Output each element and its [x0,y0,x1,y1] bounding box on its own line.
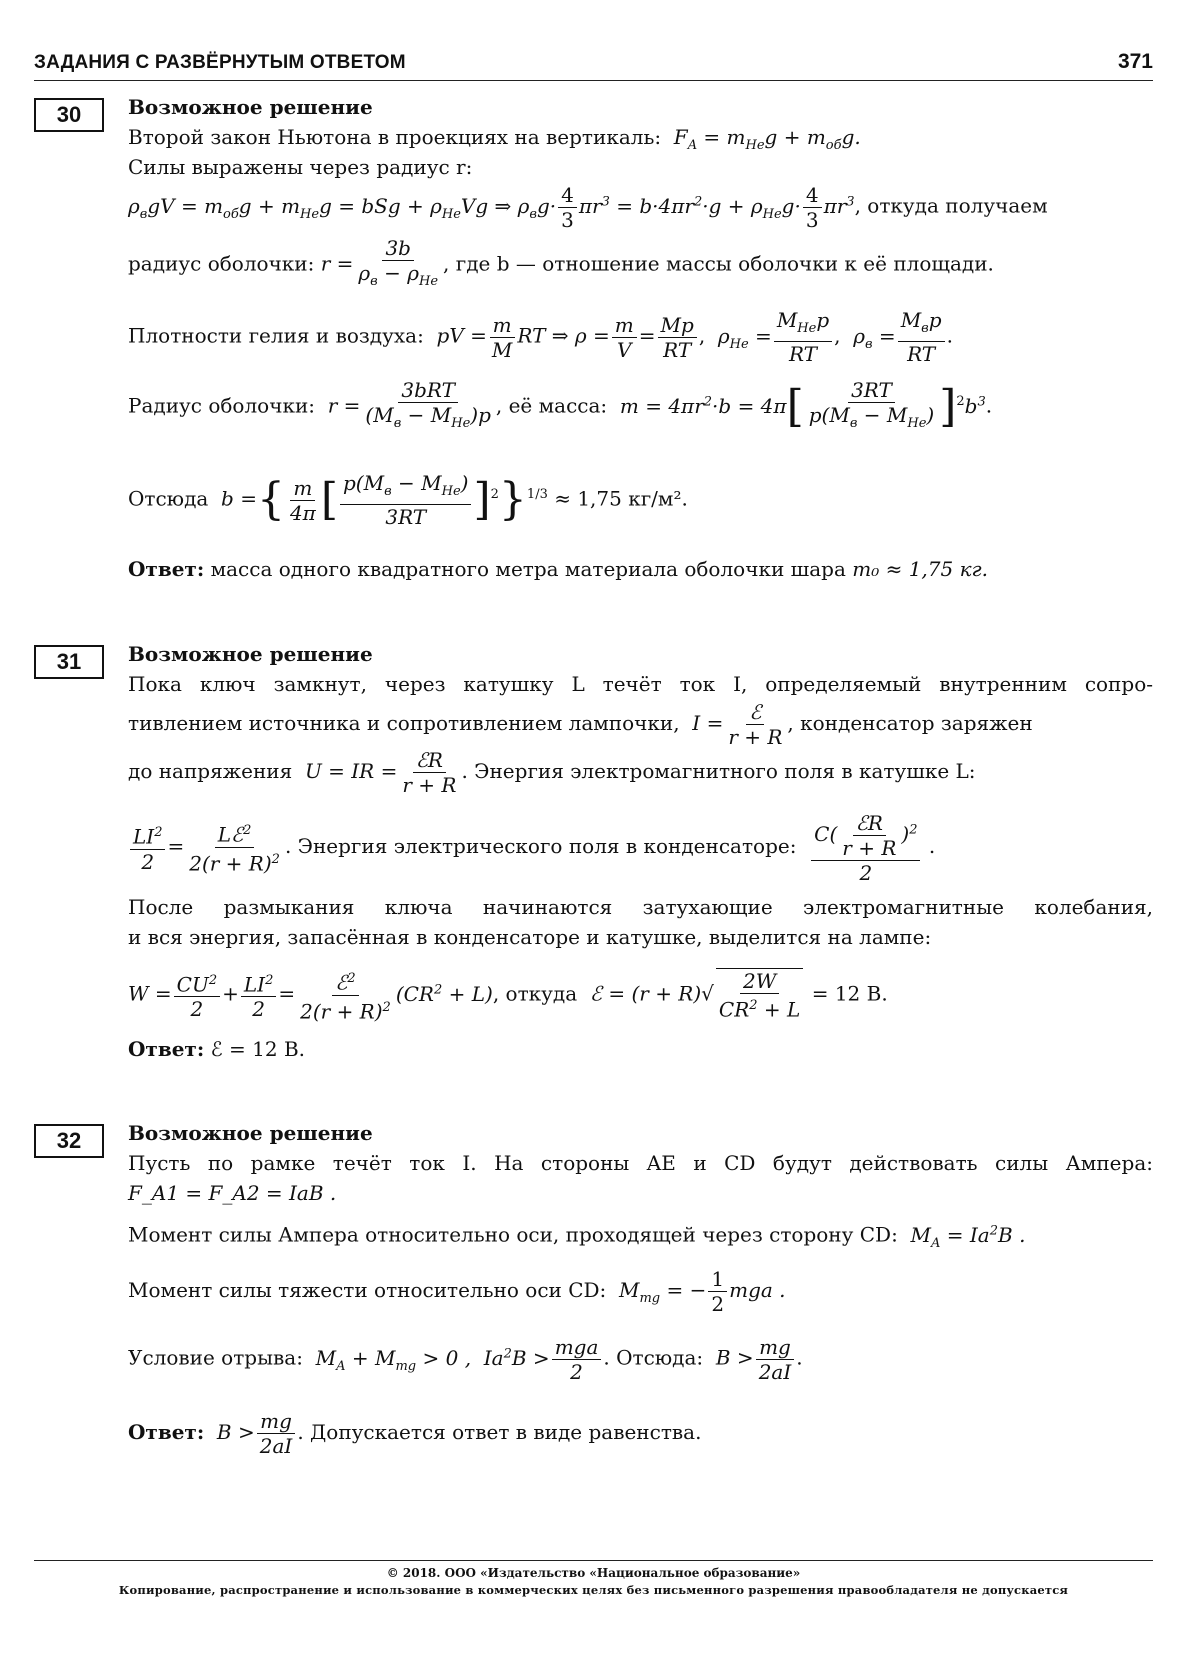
task-30-hence-line: Отсюда b ={ $\frac{m}{4\pi}$ [ $\frac{p(M_в - M_{He})}{3RT}$ ]$^2$}$^{1/3}$ ≈ 1,75 кг/м². [128,471,688,530]
task-30-hence-text: Отсюда [128,486,209,511]
task-31-answer-value: ℰ = 12 В. [210,1037,306,1061]
task-31-line-2: тивлением источника и сопротивлением лампочки, I = $\frac{\text{ℰ}}{r + R}$ , конденсатор заряжен [128,700,1033,749]
task-32-line-1: Пусть по рамке течёт ток I. На стороны AE и CD будут действовать силы Ампера: [128,1151,1153,1175]
task-30-radius2-line: Радиус оболочки: r = $\frac{\text{3bRT}}{(M_в - M_{He})p}$ , её масса: $m = 4\pi r^2\cdot b = 4\pi$[ $\frac{3RT}{p(M_в - M_{He})}$ ]$^2b^3$. [128,378,993,433]
task-32-line-5-mid: . Отсюда: [603,1345,704,1370]
task-30-answer [128,556,1153,582]
task-31-answer [128,1036,1153,1062]
task-30-answer-text: масса одного квадратного метра материала оболочки шара [210,557,846,581]
footer-rule [34,1560,1153,1561]
task-30-newton-formula: $F_A = m_{He}g + m_{об}g$. [667,125,861,153]
task-31-answer-label: Ответ: [128,1037,205,1061]
task-32-line-3-text: Момент силы Ампера относительно оси, проходящей через сторону CD: [128,1222,898,1247]
task-30-radius-prefix: радиус оболочки: [128,251,315,276]
task-32-heading: Возможное решение [128,1121,373,1145]
task-32-answer-tail: . Допускается ответ в виде равенства. [297,1420,702,1444]
task-31-line-3: до напряжения U = IR = $\frac{\text{ℰR}}{r + R}$ . Энергия электромагнитного поля в катушке L: [128,748,976,797]
task-31-result: = 12 В. [811,981,888,1006]
task-30-densities-line: Плотности гелия и воздуха: pV = $\frac{m}{M}$ RT ⇒ ρ = $\frac{m}{V}$ = $\frac{Mp}{RT}$ , $\rho_{He}$ = $\frac{M_{He}p}{RT}$ , $\rho_в$ = $\frac{M_вp}{RT}$ . [128,308,953,366]
task-31-whence: , откуда [492,981,578,1006]
task-32-line-5-text: Условие отрыва: [128,1345,303,1370]
header-rule [34,80,1153,81]
task-30-answer-label: Ответ: [128,557,205,581]
task-31-line-3-text: до напряжения [128,759,293,783]
task-30-number: 30 [34,98,104,132]
task-31-line-4: $\frac{LI^2}{2}$ = $\frac{Lℰ^2}{2(r + R)^2}$ . Энергия электрического поля в конденсаторе: C( $\frac{\text{ℰR}}{r + R}$ )$^2$ 2 . [128,800,1153,892]
task-30-radius2-text: Радиус оболочки: [128,393,316,418]
header-title: ЗАДАНИЯ С РАЗВЁРНУТЫМ ОТВЕТОМ [34,52,406,73]
task-32-line-2: F_A1 = F_A2 = IaB . [128,1181,337,1205]
task-30-newton-text: Второй закон Ньютона в проекциях на вертикаль: [128,125,662,149]
task-30-hence-result: ≈ 1,75 кг/м². [554,486,688,511]
task-31-number: 31 [34,645,104,679]
task-31-line-3-tail: . Энергия электромагнитного поля в катушке L: [461,759,976,783]
task-31-line-2-text: тивлением источника и сопротивлением лампочки, [128,711,680,735]
task-31-heading: Возможное решение [128,642,373,666]
task-30-equation: $\rho_вgV = m_{об}g + m_{He}g$ = bSg + $\rho_{He}Vg$ ⇒ $\rho_вg\cdot$ $\frac{4}{3}$ $\pi r^3 = b\cdot 4\pi r^2\cdot g + \rho_{He}g\cdot$ $\frac{4}{3}$ $\pi r^3$, откуда получаем [128,182,1048,232]
task-30-forces-line: Силы выражены через радиус r: [128,155,473,179]
task-30-radius-tail: , где b — отношение массы оболочки к её площади. [443,251,994,276]
task-31-line-2-tail: , конденсатор заряжен [787,711,1033,735]
task-32-answer-label: Ответ: [128,1420,205,1444]
task-32-line-5: Условие отрыва: $M_A + M_{mg} > 0$ , $Ia^2B$ > $\frac{\text{mga}}{2}$ . Отсюда: B > $\frac{mg}{2aI}$ . [128,1334,803,1384]
footer-notice: Копирование, распространение и использование в коммерческих целях без письменного разрешения правообладателя не допускается [118,1583,1069,1597]
task-30-mass-text: , её масса: [495,393,608,418]
task-30-densities-text: Плотности гелия и воздуха: [128,323,424,348]
task-31-line-1: Пока ключ замкнут, через катушку L течёт ток I, определяемый внутренним сопро- [128,672,1153,696]
task-31-line-6: и вся энергия, запасённая в конденсаторе и катушке, выделится на лампе: [128,925,932,949]
task-32-line-4: Момент силы тяжести относительно оси CD: $M_{mg}$ = − $\frac{1}{2}$ mga . [128,1267,786,1316]
footer-copyright: © 2018. ООО «Издательство «Национальное образование» [386,1566,801,1580]
page-number: 371 [1117,50,1153,73]
task-31-line-4-text: . Энергия электрического поля в конденсаторе: [284,834,797,858]
task-30-answer-value: m₀ ≈ 1,75 кг. [852,557,988,581]
task-31-energy-line: W = $\frac{CU^2}{2}$ + $\frac{LI^2}{2}$ = $\frac{ℰ^2}{2(r + R)^2}$ $(CR^2 + L)$, откуда ℰ = (r + R)√ $\frac{2W}{CR^2 + L}$ = 12 В. [128,958,1153,1026]
task-32-line-3: Момент силы Ампера относительно оси, проходящей через сторону CD: $M_A = Ia^2B$ . [128,1222,1026,1251]
task-30-equation-tail: , откуда получаем [854,193,1048,218]
task-30-radius-line: радиус оболочки: r = $\frac{3b}{\rho_в - \rho_{He}}$ , где b — отношение массы оболочки к её площади. [128,236,994,289]
task-32-line-4-text: Момент силы тяжести относительно оси CD: [128,1278,607,1302]
task-32-number: 32 [34,1124,104,1158]
task-31-line-5: После размыкания ключа начинаются затухающие электромагнитные колебания, [128,895,1153,919]
task-32-answer: Ответ: B > $\frac{mg}{2aI}$ . Допускается ответ в виде равенства. [128,1409,702,1458]
task-30-heading: Возможное решение [128,95,373,119]
